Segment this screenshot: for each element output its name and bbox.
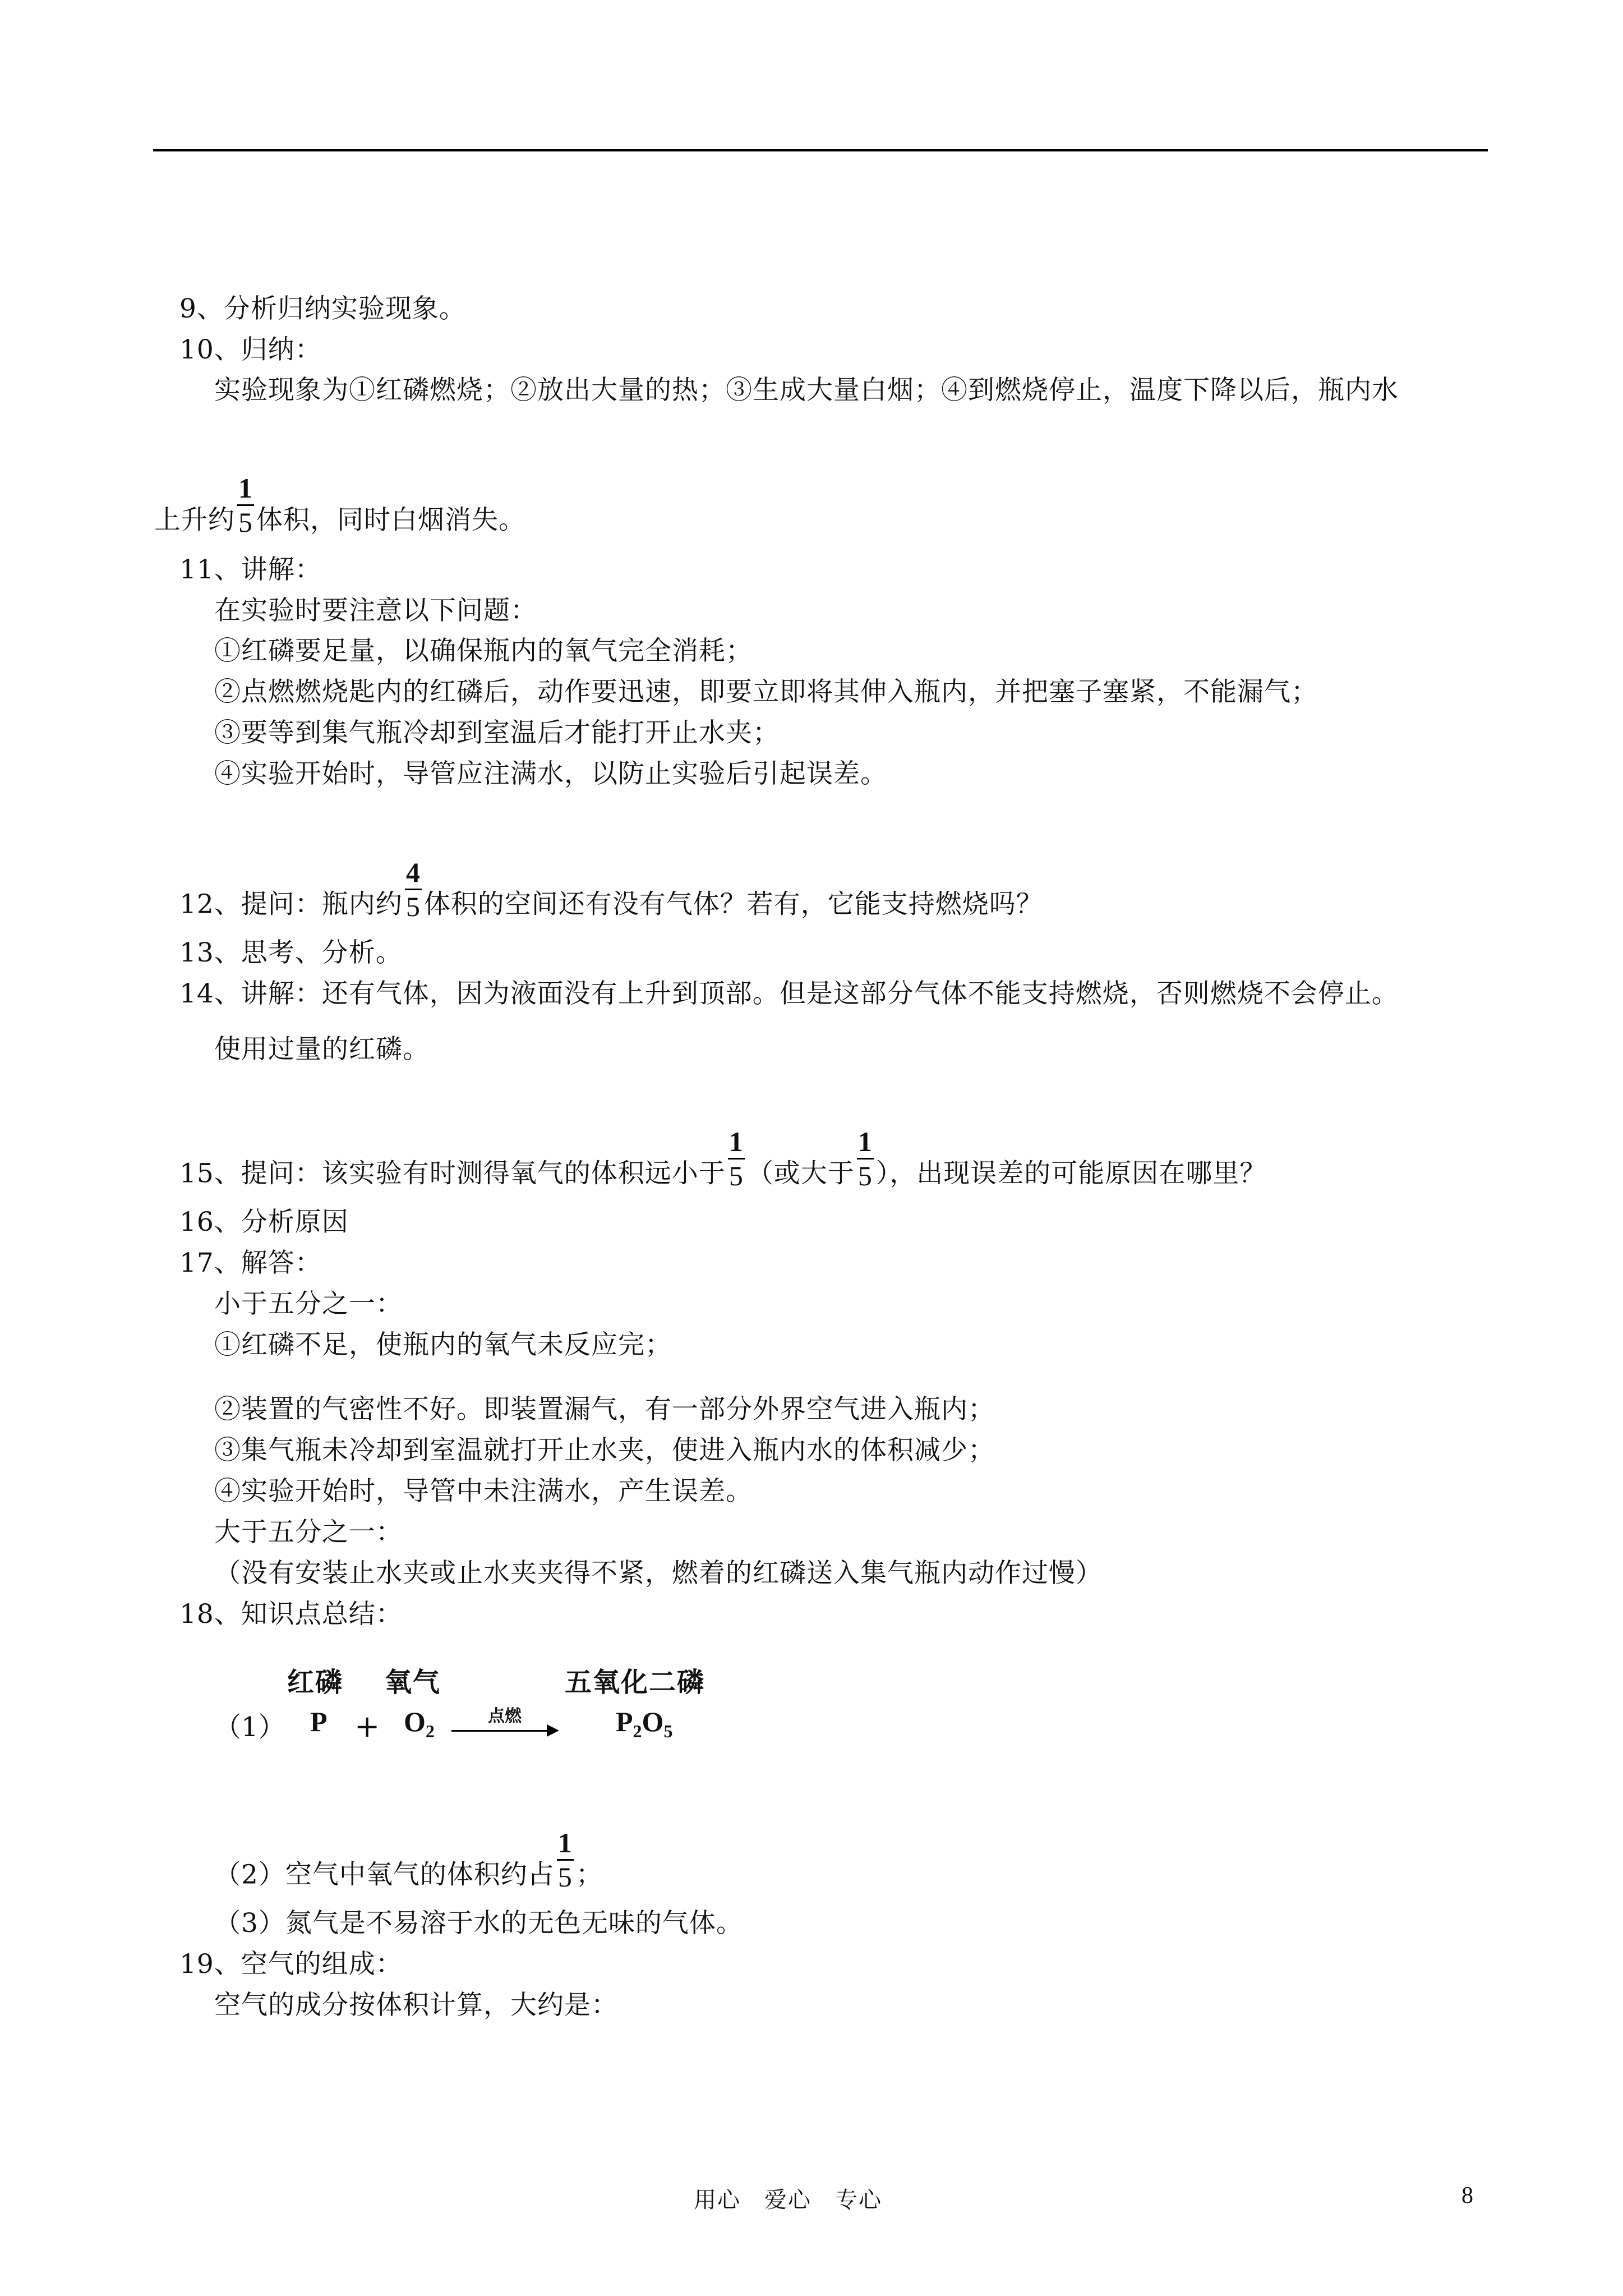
fraction-one-fifth: $\frac{1}{5}$ (857, 1126, 873, 1191)
footer-motto: 用心 爱心 专心 (694, 2187, 882, 2213)
item-10-text: 实验现象为①红磷燃烧；②放出大量的热；③生成大量白烟；④到燃烧停止，温度下降以后，瓶内水 (214, 375, 1399, 406)
fraction-one-fifth: $\frac{1}{5}$ (557, 1827, 573, 1893)
reaction-arrow (451, 1702, 558, 1741)
item-17-less: 小于五分之一： (214, 1289, 403, 1319)
equation-reactant-o2: $O_2$ (404, 1706, 435, 1741)
item-17-reason-4: ④实验开始时，导管中未注满水，产生误差。 (214, 1476, 753, 1507)
item-17: 17、解答： (179, 1248, 322, 1278)
item-18-point-3: （3）氮气是不易溶于水的无色无味的气体。 (214, 1908, 743, 1939)
item-11-point-2: ②点燃燃烧匙内的红磷后，动作要迅速，即要立即将其伸入瓶内，并把塞子塞紧，不能漏气； (214, 677, 1318, 707)
equation-name-product: 五氧化二磷 (565, 1667, 706, 1698)
equation-name-red-phosphorus: 红磷 (287, 1667, 344, 1698)
equation-name-oxygen: 氧气 (385, 1667, 441, 1698)
header-rule (153, 149, 1488, 151)
fraction-one-fifth: $\frac{1}{5}$ (238, 472, 253, 538)
item-11-point-4: ④实验开始时，导管应注满水，以防止实验后引起误差。 (214, 758, 887, 789)
item-10: 10、归纳： (179, 334, 322, 365)
item-19-text: 空气的成分按体积计算，大约是： (214, 1990, 618, 2021)
item-11: 11、讲解： (179, 554, 322, 585)
item-19: 19、空气的组成： (179, 1949, 403, 1980)
item-14-text: 使用过量的红磷。 (214, 1034, 430, 1065)
equation-label: （1） (214, 1711, 285, 1743)
item-17-greater-reason: （没有安装止水夹或止水夹夹得不紧，燃着的红磷送入集气瓶内动作过慢） (214, 1558, 1103, 1589)
reaction-condition: 点燃 (488, 1706, 522, 1726)
equation-plus: + (354, 1709, 380, 1744)
item-17-reason-2: ②装置的气密性不好。即装置漏气，有一部分外界空气进入瓶内； (214, 1394, 995, 1425)
equation-product-p2o5: $P_2O_5$ (616, 1706, 673, 1741)
page-number: 8 (1461, 2183, 1473, 2208)
item-9: 9、分析归纳实验现象。 (179, 293, 466, 324)
fraction-four-fifths: $\frac{4}{5}$ (405, 857, 421, 922)
item-11-intro: 在实验时要注意以下问题： (214, 595, 537, 626)
fraction-one-fifth: $\frac{1}{5}$ (728, 1126, 744, 1191)
item-13: 13、思考、分析。 (179, 937, 403, 968)
item-17-greater: 大于五分之一： (214, 1517, 403, 1548)
item-17-reason-3: ③集气瓶未冷却到室温就打开止水夹，使进入瓶内水的体积减少； (214, 1435, 995, 1466)
item-12: 12、提问：瓶内约 $\frac{4}{5}$ 体积的空间还有没有气体？若有，它能支持燃烧吗？ (179, 857, 1043, 922)
item-14: 14、讲解：还有气体，因为液面没有上升到顶部。但是这部分气体不能支持燃烧，否则燃烧不会停止。 (179, 978, 1399, 1009)
item-17-reason-1: ①红磷不足，使瓶内的氧气未反应完； (214, 1329, 672, 1360)
item-15: 15、提问：该实验有时测得氧气的体积远小于 $\frac{1}{5}$ （或大于 $\frac{1}{5}$ ），出现误差的可能原因在哪里？ (179, 1126, 1267, 1191)
equation-reactant-p: P (310, 1706, 328, 1737)
item-11-point-1: ①红磷要足量，以确保瓶内的氧气完全消耗； (214, 636, 753, 666)
item-10-continuation: 上升约 $\frac{1}{5}$ 体积，同时白烟消失。 (154, 472, 525, 538)
item-16: 16、分析原因 (179, 1207, 349, 1237)
item-11-point-3: ③要等到集气瓶冷却到室温后才能打开止水夹； (214, 717, 780, 748)
item-18: 18、知识点总结： (179, 1599, 403, 1630)
item-18-point-2: （2）空气中氧气的体积约占 $\frac{1}{5}$ ； (214, 1827, 603, 1893)
